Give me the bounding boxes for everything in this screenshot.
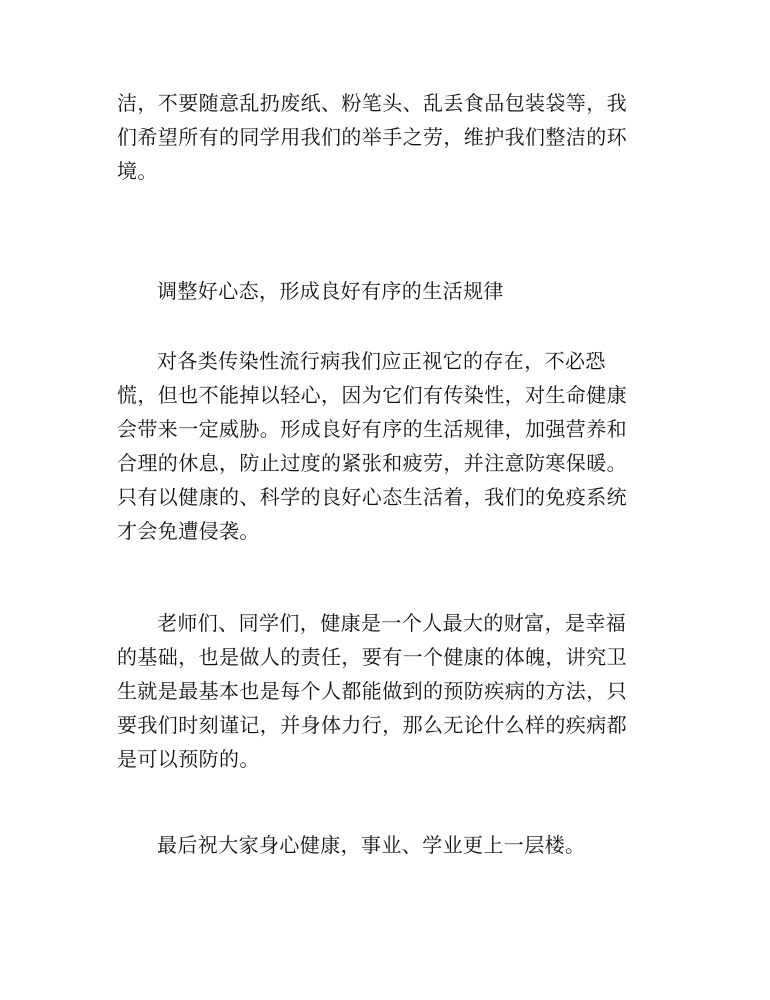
paragraph-closing-wish (117, 828, 647, 862)
heading-text: 调整好心态，形成良好有序的生活规律 (157, 279, 504, 303)
text-line: 会带来一定威胁。形成良好有序的生活规律，加强营养和 (117, 417, 627, 441)
text-line: 慌，但也不能掉以轻心，因为它们有传染性，对生命健康 (117, 383, 627, 407)
text-line: 们希望所有的同学用我们的举手之劳，维护我们整洁的环 (117, 125, 627, 149)
text-line: 老师们、同学们，健康是一个人最大的财富，是幸福 (157, 611, 627, 635)
text-line: 只有以健康的、科学的良好心态生活着，我们的免疫系统 (117, 485, 627, 509)
text-line: 的基础，也是做人的责任，要有一个健康的体魄，讲究卫 (117, 645, 627, 669)
text-line: 洁，不要随意乱扔废纸、粉笔头、乱丢食品包装袋等，我 (117, 91, 627, 115)
text-line: 生就是最基本也是每个人都能做到的预防疾病的方法，只 (117, 679, 627, 703)
text-line: 才会免遭侵袭。 (117, 519, 260, 543)
text-line: 是可以预防的。 (117, 747, 260, 771)
paragraph-health-wealth (117, 606, 647, 776)
text-line: 要我们时刻谨记，并身体力行，那么无论什么样的疾病都 (117, 713, 627, 737)
paragraph-healthy-mindset (117, 344, 647, 548)
text-line: 对各类传染性流行病我们应正视它的存在，不必恐 (157, 349, 606, 373)
section-heading (117, 274, 647, 308)
text-line: 最后祝大家身心健康，事业、学业更上一层楼。 (157, 833, 586, 857)
text-line: 境。 (117, 159, 158, 183)
paragraph-cleanliness-end (117, 86, 647, 188)
text-line: 合理的休息，防止过度的紧张和疲劳，并注意防寒保暖。 (117, 451, 627, 475)
